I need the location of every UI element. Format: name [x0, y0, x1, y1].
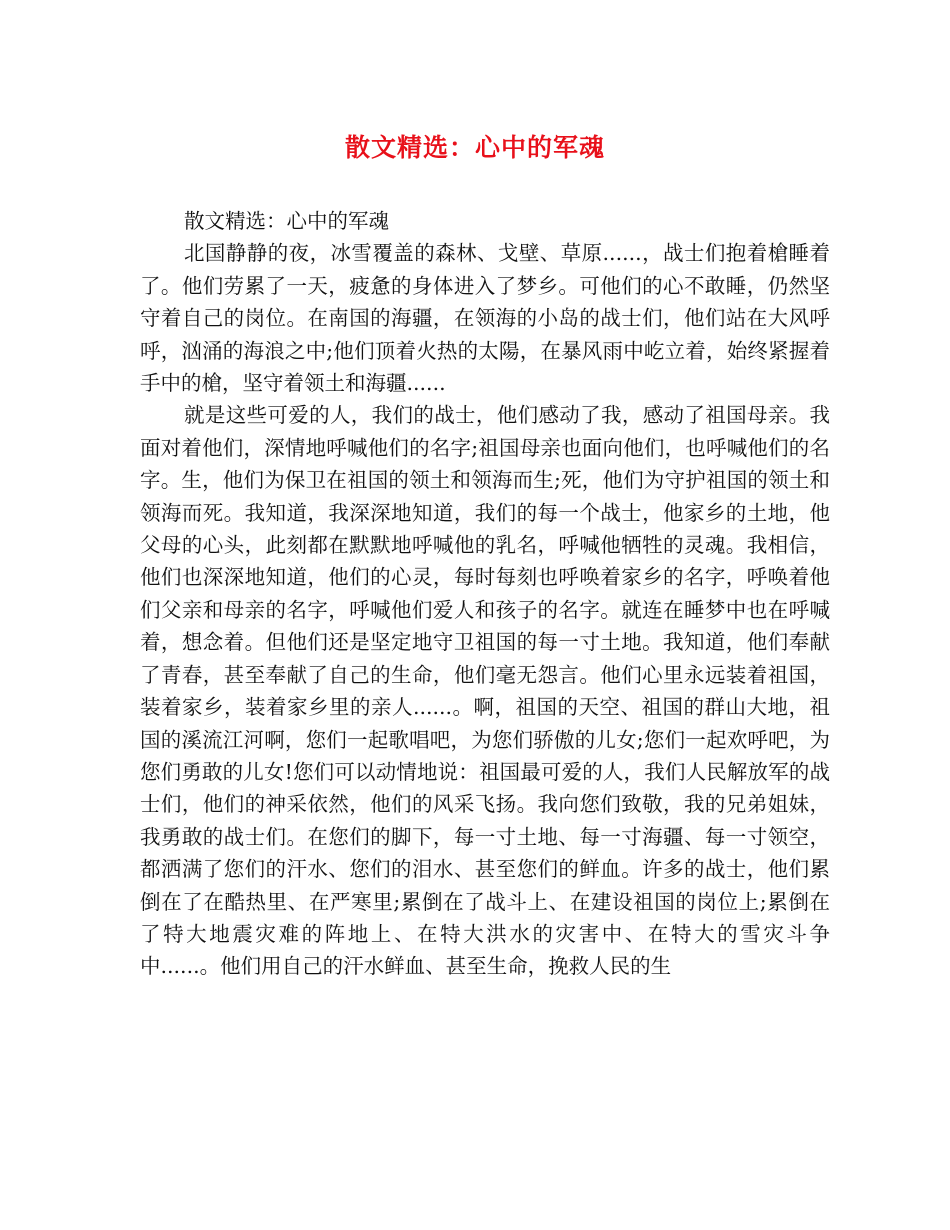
- paragraph-night-guard: 北国静静的夜，冰雪覆盖的森林、戈壁、草原......，战士们抱着槍睡着了。他们劳累了一天，疲惫的身体进入了梦乡。可他们的心不敢睡，仍然坚守着自己的岗位。在南国的海疆，在领海的小岛的战士们，他们站在大风呼呼，汹涌的海浪之中;他们顶着火热的太陽，在暴风雨中屹立着，始终紧握着手中的槍，坚守着领土和海疆......: [140, 241, 830, 396]
- document-title: 散文精选：心中的军魂: [344, 133, 605, 162]
- paragraph-soldiers-tribute: 就是这些可爱的人，我们的战士，他们感动了我，感动了祖国母亲。我面对着他们，深情地呼喊他们的名字;祖国母亲也面向他们，也呼喊他们的名字。生，他们为保卫在祖国的领土和领海而生;死，他们为守护祖国的领土和领海而死。我知道，我深深地知道，我们的每一个战士，他家乡的土地，他父母的心头，此刻都在默默地呼喊他的乳名，呼喊他牺牲的灵魂。我相信，他们也深深地知道，他们的心灵，每时每刻也呼唤着家乡的名字，呼唤着他们父亲和母亲的名字，呼喊他们爱人和孩子的名字。就连在睡梦中也在呼喊着，想念着。但他们还是坚定地守卫祖国的每一寸土地。我知道，他们奉献了青春，甚至奉献了自己的生命，他们毫无怨言。他们心里永远装着祖国，装着家乡，装着家乡里的亲人......。啊，祖国的天空、祖国的群山大地，祖国的溪流江河啊，您们一起歌唱吧，为您们骄傲的儿女;您们一起欢呼吧，为您们勇敢的儿女!您们可以动情地说：祖国最可爱的人，我们人民解放军的战士们，他们的神采依然，他们的风采飞扬。我向您们致敬，我的兄弟姐妹，我勇敢的战士们。在您们的脚下，每一寸土地、每一寸海疆、每一寸领空，都洒满了您们的汗水、您们的泪水、甚至您们的鲜血。许多的战士，他们累倒在了在酷热里、在严寒里;累倒在了战斗上、在建设祖国的岗位上;累倒在了特大地震灾难的阵地上、在特大洪水的灾害中、在特大的雪灾斗争中......。他们用自己的汗水鲜血、甚至生命，挽救人民的生: [140, 403, 830, 979]
- document-body: [140, 205, 830, 983]
- paragraph-subtitle: 散文精选：心中的军魂: [184, 209, 389, 233]
